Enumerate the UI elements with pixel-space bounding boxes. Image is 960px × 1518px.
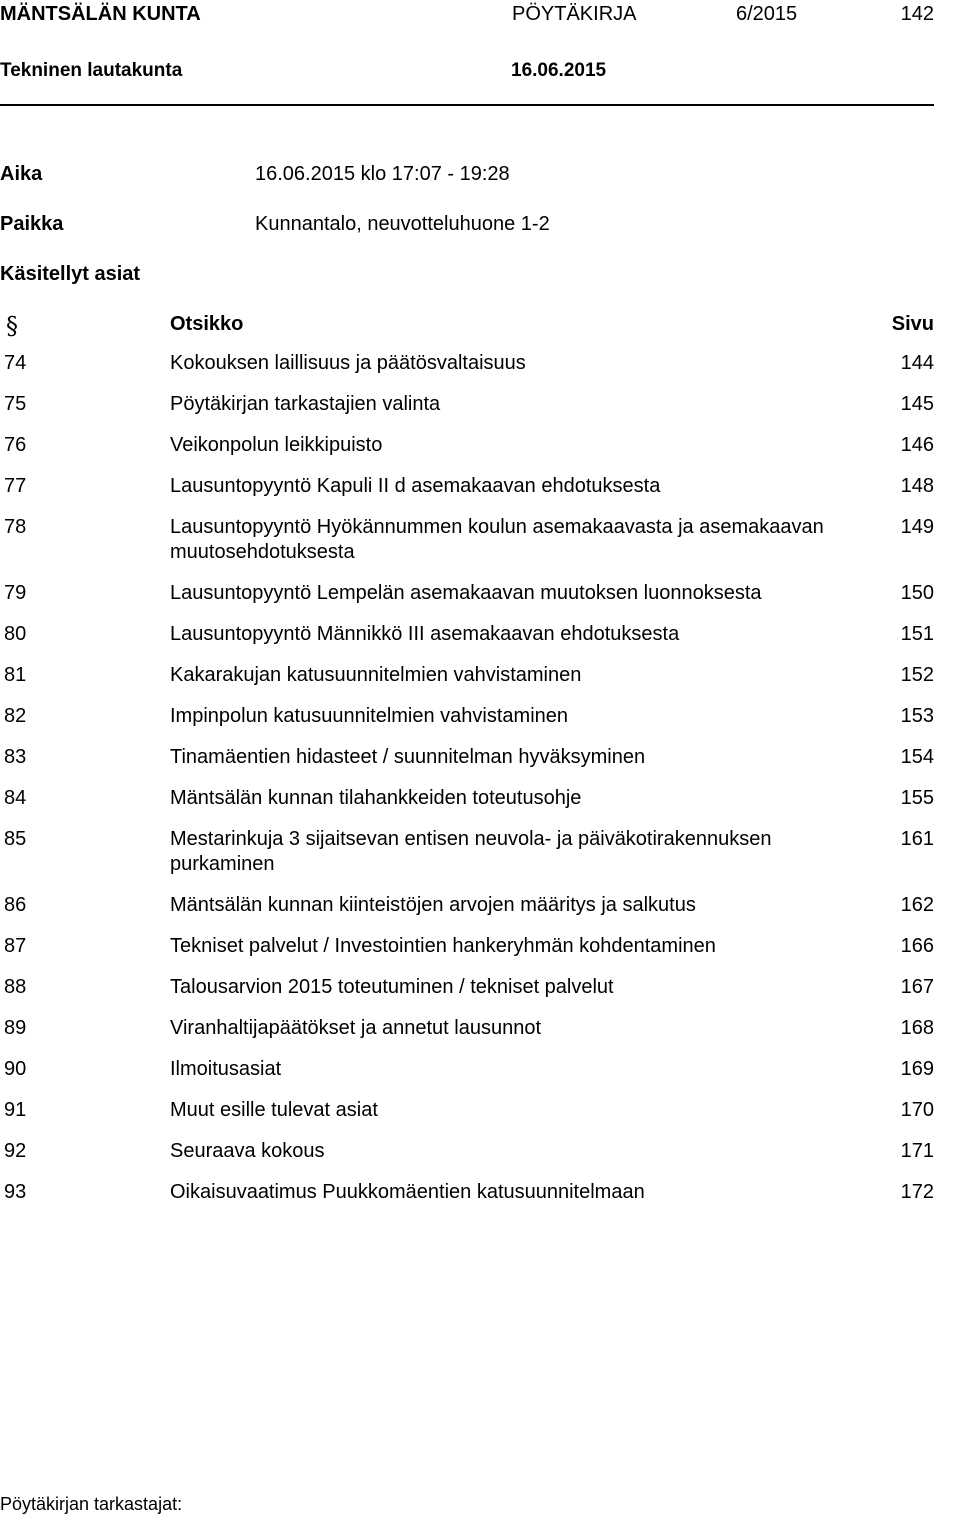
agenda-item-page: 149 xyxy=(900,516,934,538)
agenda-item-number: 81 xyxy=(4,664,27,686)
agenda-item-page: 162 xyxy=(900,894,934,916)
agenda-row xyxy=(0,392,934,417)
agenda-item-title: Lausuntopyyntö Männikkö III asemakaavan ehdotuksesta xyxy=(170,623,680,645)
agenda-item-title: Pöytäkirjan tarkastajien valinta xyxy=(170,393,441,415)
agenda-row xyxy=(0,663,934,688)
agenda-row xyxy=(0,1139,934,1164)
agenda-item-title: Viranhaltijapäätökset ja annetut lausunnot xyxy=(170,1017,542,1039)
agenda-item-page: 169 xyxy=(900,1058,934,1080)
agenda-item-number: 79 xyxy=(4,582,27,604)
agenda-item-number: 93 xyxy=(4,1181,27,1203)
agenda-item-title: Veikonpolun leikkipuisto xyxy=(170,434,383,456)
agenda-item-page: 155 xyxy=(900,787,934,809)
agenda-item-number: 86 xyxy=(4,894,27,916)
agenda-row xyxy=(0,351,934,376)
section-sign-icon: § xyxy=(6,312,18,340)
agenda-item-title: Talousarvion 2015 toteutuminen / tekniset palvelut xyxy=(170,976,614,998)
document-type: PÖYTÄKIRJA xyxy=(512,3,637,25)
agenda-item-number: 88 xyxy=(4,976,27,998)
organization-name: MÄNTSÄLÄN KUNTA xyxy=(0,3,201,25)
agenda-item-title: Muut esille tulevat asiat xyxy=(170,1099,378,1121)
agenda-row xyxy=(0,893,934,918)
agenda-item-page: 171 xyxy=(900,1140,934,1162)
agenda-item-page: 172 xyxy=(900,1181,934,1203)
agenda-row xyxy=(0,704,934,729)
agenda-item-title: Lausuntopyyntö Kapuli II d asemakaavan ehdotuksesta xyxy=(170,475,661,497)
header-divider xyxy=(0,104,934,106)
agenda-item-number: 83 xyxy=(4,746,27,768)
agenda-table xyxy=(0,310,934,1221)
agenda-row xyxy=(0,745,934,770)
agenda-item-page: 145 xyxy=(900,393,934,415)
meeting-date: 16.06.2015 xyxy=(511,60,607,81)
agenda-rows xyxy=(0,351,934,1205)
agenda-item-page: 152 xyxy=(900,664,934,686)
agenda-row xyxy=(0,1016,934,1041)
page-number: 142 xyxy=(900,3,934,25)
agenda-item-number: 74 xyxy=(4,352,27,374)
agenda-item-title: Mestarinkuja 3 sijaitsevan entisen neuvola- ja päiväkotirakennuksen purkaminen xyxy=(170,828,772,875)
agenda-item-page: 166 xyxy=(900,935,934,957)
agenda-item-page: 146 xyxy=(900,434,934,456)
agenda-row xyxy=(0,1057,934,1082)
agenda-item-page: 151 xyxy=(900,623,934,645)
agenda-row xyxy=(0,581,934,606)
agenda-item-title: Lausuntopyyntö Lempelän asemakaavan muutoksen luonnoksesta xyxy=(170,582,762,604)
agenda-row xyxy=(0,1098,934,1123)
place-label: Paikka xyxy=(0,213,64,235)
agenda-item-number: 89 xyxy=(4,1017,27,1039)
agenda-item-number: 75 xyxy=(4,393,27,415)
agenda-item-number: 91 xyxy=(4,1099,27,1121)
agenda-item-page: 153 xyxy=(900,705,934,727)
agenda-item-number: 76 xyxy=(4,434,27,456)
agenda-item-number: 78 xyxy=(4,516,27,538)
agenda-item-number: 80 xyxy=(4,623,27,645)
agenda-item-page: 154 xyxy=(900,746,934,768)
agenda-item-title: Tekniset palvelut / Investointien hankeryhmän kohdentaminen xyxy=(170,935,716,957)
agenda-item-title: Kokouksen laillisuus ja päätösvaltaisuus xyxy=(170,352,526,374)
committee-name: Tekninen lautakunta xyxy=(0,60,183,81)
agenda-item-title: Tinamäentien hidasteet / suunnitelman hyväksyminen xyxy=(170,746,646,768)
agenda-item-title: Mäntsälän kunnan tilahankkeiden toteutusohje xyxy=(170,787,582,809)
agenda-item-page: 170 xyxy=(900,1099,934,1121)
agenda-item-title: Kakarakujan katusuunnitelmien vahvistaminen xyxy=(170,664,582,686)
page-column-header: Sivu xyxy=(891,313,934,335)
agenda-item-title: Seuraava kokous xyxy=(170,1140,325,1162)
document-number: 6/2015 xyxy=(736,3,798,25)
agenda-row xyxy=(0,433,934,458)
time-label: Aika xyxy=(0,163,43,185)
agenda-item-number: 84 xyxy=(4,787,27,809)
agenda-item-page: 161 xyxy=(900,828,934,850)
signers-label: Pöytäkirjan tarkastajat: xyxy=(0,1494,183,1514)
agenda-row xyxy=(0,934,934,959)
place-value: Kunnantalo, neuvotteluhuone 1-2 xyxy=(255,213,550,235)
agenda-item-number: 90 xyxy=(4,1058,27,1080)
agenda-item-title: Mäntsälän kunnan kiinteistöjen arvojen määritys ja salkutus xyxy=(170,894,696,916)
agenda-item-page: 148 xyxy=(900,475,934,497)
agenda-row xyxy=(0,622,934,647)
agenda-row xyxy=(0,515,934,565)
title-column-header: Otsikko xyxy=(170,313,244,335)
agenda-item-page: 167 xyxy=(900,976,934,998)
agenda-item-title: Impinpolun katusuunnitelmien vahvistaminen xyxy=(170,705,569,727)
agenda-row xyxy=(0,827,934,877)
agenda-item-page: 144 xyxy=(900,352,934,374)
agenda-item-number: 92 xyxy=(4,1140,27,1162)
agenda-item-number: 77 xyxy=(4,475,27,497)
agenda-table-header xyxy=(0,310,934,339)
agenda-item-title: Ilmoitusasiat xyxy=(170,1058,282,1080)
agenda-item-number: 85 xyxy=(4,828,27,850)
agenda-item-number: 87 xyxy=(4,935,27,957)
time-value: 16.06.2015 klo 17:07 - 19:28 xyxy=(255,163,510,185)
agenda-item-title: Lausuntopyyntö Hyökännummen koulun asemakaavasta ja asemakaavan muutosehdotuksesta xyxy=(170,516,824,563)
agenda-item-title: Oikaisuvaatimus Puukkomäentien katusuunnitelmaan xyxy=(170,1181,645,1203)
agenda-row xyxy=(0,1180,934,1205)
items-heading: Käsitellyt asiat xyxy=(0,263,141,285)
agenda-row xyxy=(0,975,934,1000)
agenda-row xyxy=(0,474,934,499)
agenda-row xyxy=(0,786,934,811)
agenda-item-page: 150 xyxy=(900,582,934,604)
agenda-item-number: 82 xyxy=(4,705,27,727)
agenda-item-page: 168 xyxy=(900,1017,934,1039)
